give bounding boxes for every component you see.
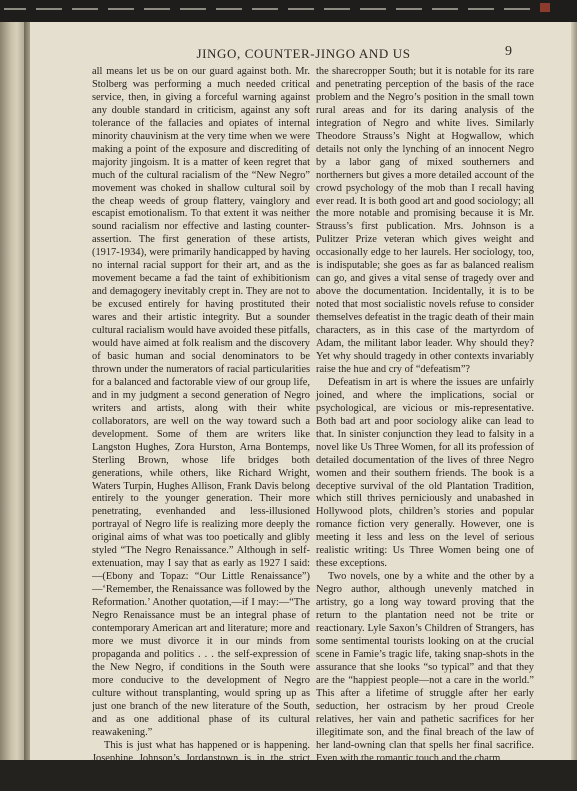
facing-page-edge	[0, 22, 24, 760]
perforation-mark	[468, 8, 494, 10]
perforation-mark	[144, 8, 170, 10]
scan-color-marker	[540, 3, 550, 12]
perforation-mark	[216, 8, 242, 10]
perforation-mark	[324, 8, 350, 10]
perforation-mark	[396, 8, 422, 10]
paragraph: This is just what has happened or is happening. Josephine Johnson’s Jordanstown is in the strict sense not a novel of Negro life, but a novel of the tragedy of labor organization in	[92, 739, 310, 790]
perforation-mark	[4, 8, 26, 10]
perforation-mark	[288, 8, 314, 10]
perforation-mark	[72, 8, 98, 10]
page-number: 9	[505, 44, 512, 59]
paragraph: Defeatism in art is where the issues are unfairly joined, and where the implications, social or psychological, are vicious or mis-representative. Both bad art and poor sociology alike can lead to that. In sinister conjunction they lead to falsity in a novel like Us Three Women, for all its profession of detailed documentation of the lives of three Negro women and their southern friends. The book is a deceptive survival of the old Plantation Tradition, which still thrives perniciously and unabashed in Hollywood plots, children’s stories and popular romance fiction very generally. However, one is meeting it less and less on the level of serious realistic writing: Us Three Women being one of these exceptions.	[316, 376, 534, 570]
perforation-mark	[108, 8, 134, 10]
perforation-mark	[360, 8, 386, 10]
scan-top-border	[0, 0, 577, 24]
perforation-mark	[36, 8, 62, 10]
left-text-column	[92, 66, 310, 791]
perforation-mark	[504, 8, 530, 10]
perforation-mark	[252, 8, 278, 10]
paragraph: the sharecropper South; but it is notable for its rare and penetrating perception of the basis of the race problem and the Negro’s position in the small town rural areas and for its daring analysis of the integration of Negro and white lives. Similarly Theodore Strauss’s Night at Hogwallow, which details not only the lynching of an innocent Negro by a labor gang of mixed southerners and northerners but gives a more detailed account of the crowd psychology of the mob than I recall having ever read. It is both good art and good sociology; all the more notable and promising because it is Mr. Strauss’s first publication. Mrs. Johnson is a Pulitzer Prize veteran which gives weight and occasionally edge to her laurels. Her sociology, too, is indisputable; she goes as far as balanced realism can go, and gives a vital sense of tragedy over and above the documentation. Incidentally, it is to be noted that most socialistic novels refuse to consider themselves defeatist in the tragic death of their main characters, as in this case of the martyrdom of Adam, the militant labor leader. Why should they? Yet why should tragedy in other contexts invariably raise the hue and cry of “defeatism”?	[316, 66, 534, 375]
page-edge-shadow	[571, 22, 577, 760]
perforation-mark	[432, 8, 458, 10]
running-head: JINGO, COUNTER-JINGO AND US	[196, 46, 411, 61]
perforation-mark	[180, 8, 206, 10]
paragraph: Two novels, one by a white and the other by a Negro author, although unevenly matched in artistry, go a long way toward proving that the return to the plantation need not be trite or reactionary. Lyle Saxon’s Children of Strangers, has some sentimental tourists looking on at the crucial scene in Famie’s tragic life, taking snap-shots in the assurance that she looks “so typical” and that they are the “happiest people—not a care in the world.” This after a lifetime of struggle after her early seduction, her ostracism by her proud Creole relatives, her vain and pathetic sacrifices for her illegitimate son, and the final breach of the law of her land-owning clan that spells her final sacrifice. Even with the romantic touch and the charm	[316, 571, 534, 764]
paragraph: all means let us be on our guard against both. Mr. Stolberg was performing a much needed critical service, then, in giving a forceful warning against any double standard in criticism, against any soft tolerance of the fallacies and opiates of internal minority chauvinism at the very time when we were making a point of the exposure and discrediting of majority jingoism. It is a matter of keen regret that much of the cultural racialism of the “New Negro” movement was choked in shallow cultural soil by the cheap weeds of group flattery, vainglory and escapist emotionalism. To that extent it was neither sound racialism nor effective and lasting counter-assertion. The first generation of these artists, (1917-1934), were primarily handicapped by having no internal racial support for their art, and as the movement became a fad the taint of exhibitionism and demagogery inevitably crept in. They are not to be excused entirely for having prostituted their wares and their artistic integrity. But a sounder cultural racialism would have avoided these pitfalls, would have aimed at folk realism and the discovery of basic human and social denominators to be thrown under the numerators of racial particularities for a balanced and factorable view of our group life, and in my judgment a second generation of Negro writers and artists, along with their white collaborators, are well on the way toward such a development. Some of them are writers like Langston Hughes, Zora Hurston, Arna Bontemps, Sterling Brown, whose life bridges both generations, while others, like Richard Wright, Waters Turpin, Hughes Allison, Frank Davis belong entirely to the younger generation. Their more penetrating, evenhanded and less-illusioned portrayal of Negro life is realizing more deeply the original aims of what was too poetically and glibly styled “The Negro Renaissance.” Although in self-extenuation, may I say that as early as 1927 I said:—(Ebony and Topaz: “Our Little Renaissance”)—‘Remember, the Renaissance was followed by the Reformation.’ Another quotation,—if I may:—“The Negro Renaissance must be an integral phase of contemporary American art and literature; more and more we must divorce it in our minds from propaganda and politics . . . the self-expression of the New Negro, if conditions in the South were more conducive to the development of Negro culture without transplanting, would spring up as just one branch of the new literature of the South, and as one additional phase of its cultural reawakening.”	[92, 66, 310, 738]
right-text-column	[316, 66, 534, 765]
